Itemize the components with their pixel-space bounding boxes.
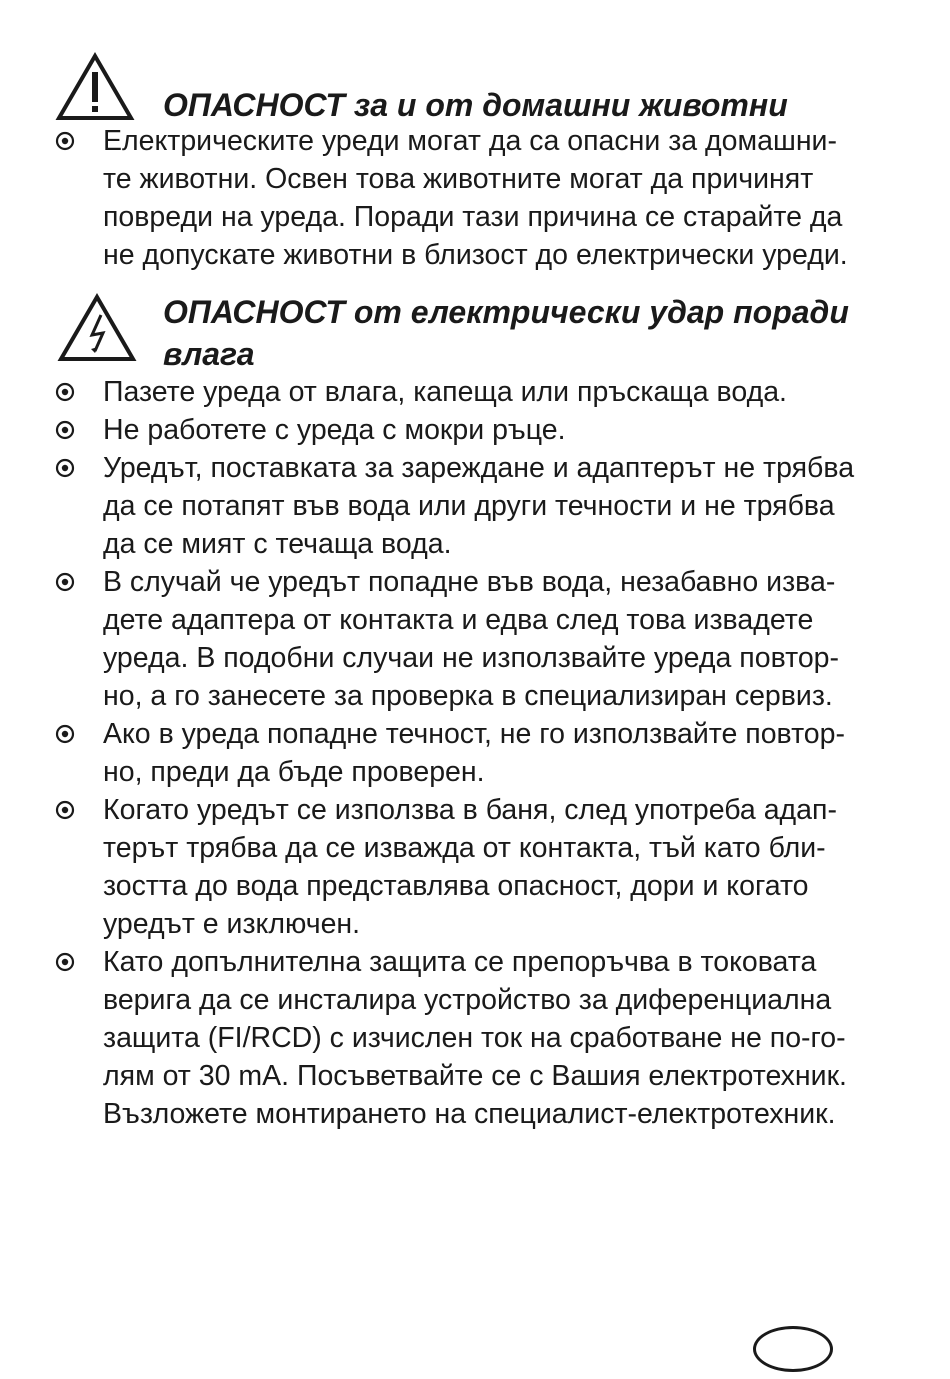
text-line: но, а го занесете за проверка в специализиран сервиз. — [103, 680, 833, 712]
text-line: но, преди да бъде проверен. — [103, 756, 485, 788]
circled-dot-bullet-icon — [55, 800, 75, 820]
list-item — [0, 715, 923, 791]
circled-dot-bullet-icon — [55, 420, 75, 440]
heading-line: влага — [163, 336, 255, 372]
list-item — [0, 791, 923, 943]
warning-triangle-lightning-icon — [57, 293, 137, 363]
text-line: те животни. Освен това животните могат да причинят — [103, 163, 814, 195]
circled-dot-bullet-icon — [55, 952, 75, 972]
text-line: В случай че уредът попадне във вода, незабавно изва- — [103, 566, 836, 598]
circled-dot-bullet-icon — [55, 572, 75, 592]
text-line: не допускате животни в близост до електрически уреди. — [103, 239, 848, 271]
text-line: Пазете уреда от влага, капеща или пръскаща вода. — [103, 376, 787, 408]
section-heading — [163, 291, 849, 375]
bullet-list — [0, 122, 950, 274]
text-line: Като допълнителна защита се препоръчва в токовата — [103, 946, 817, 978]
list-item — [0, 122, 923, 274]
text-line: уреда. В подобни случаи не използвайте уреда повтор- — [103, 642, 840, 674]
list-item — [0, 411, 923, 449]
section-heading: ОПАСНОСТ за и от домашни животни — [163, 87, 788, 123]
text-line: Ако в уреда попадне течност, не го използвайте повтор- — [103, 718, 845, 750]
text-line: верига да се инсталира устройство за диференциална — [103, 984, 832, 1016]
circled-dot-bullet-icon — [55, 382, 75, 402]
warning-triangle-exclamation-icon — [55, 52, 135, 122]
bullet-list — [0, 373, 950, 1133]
text-line: зостта до вода представлява опасност, дори и когато — [103, 870, 809, 902]
text-line: лям от 30 mA. Посъветвайте се с Вашия електротехник. — [103, 1060, 847, 1092]
text-line: да се мият с течаща вода. — [103, 528, 452, 560]
text-line: Уредът, поставката за зареждане и адаптерът не трябва — [103, 452, 855, 484]
list-item — [0, 373, 923, 411]
text-line: терът трябва да се изважда от контакта, тъй като бли- — [103, 832, 826, 864]
text-line: защита (FI/RCD) с изчислен ток на сработване не по-го- — [103, 1022, 846, 1054]
text-line: повреди на уреда. Поради тази причина се старайте да — [103, 201, 843, 233]
circled-dot-bullet-icon — [55, 131, 75, 151]
circled-dot-bullet-icon — [55, 458, 75, 478]
text-line: уредът е изключен. — [103, 908, 361, 940]
text-line: Възложете монтирането на специалист-електротехник. — [103, 1098, 836, 1130]
text-line: Не работете с уреда с мокри ръце. — [103, 414, 566, 446]
list-item — [0, 449, 923, 563]
text-line: дете адаптера от контакта и едва след това извадете — [103, 604, 814, 636]
circled-dot-bullet-icon — [55, 724, 75, 744]
heading-line: ОПАСНОСТ от електрически удар поради — [163, 294, 849, 330]
text-line: да се потапят във вода или други течности и не трябва — [103, 490, 835, 522]
text-line: Електрическите уреди могат да са опасни за домашни- — [103, 125, 837, 157]
text-line: Когато уредът се използва в баня, след употреба адап- — [103, 794, 837, 826]
list-item — [0, 563, 923, 715]
page-number-oval-icon — [753, 1326, 833, 1372]
list-item — [0, 943, 923, 1133]
